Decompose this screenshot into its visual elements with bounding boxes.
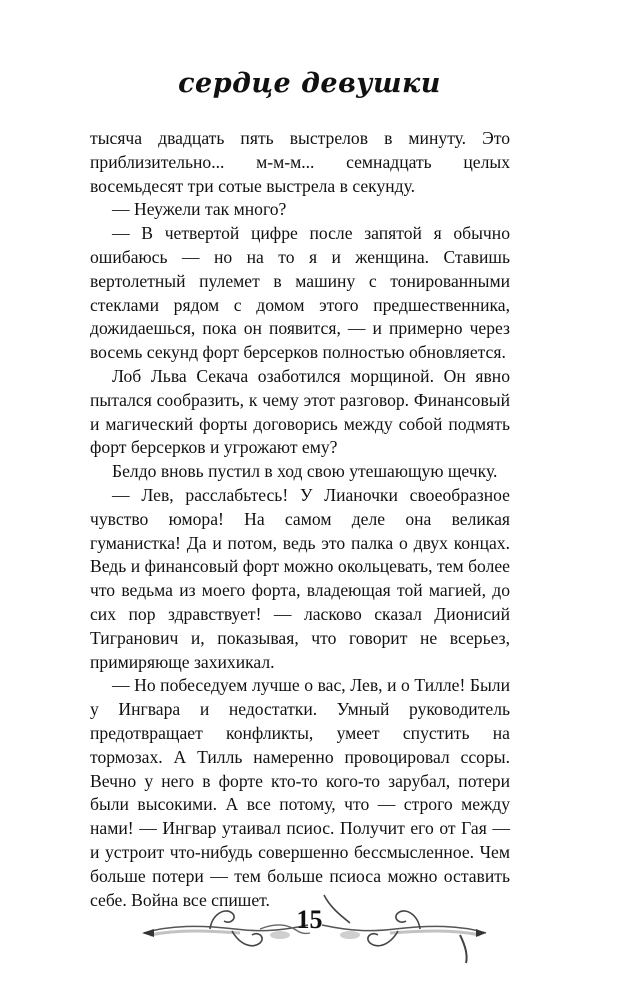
- paragraph: — В четвертой цифре после запятой я обычно ошибаюсь — но на то я и женщина. Ставишь вертолетный пулемет в машину с тонированными стеклами рядом с домом этого предшественника, дожидаешься, пока он появится, — и примерно через восемь секунд форт берсерков полностью обновляется.: [90, 223, 510, 363]
- right-flourish-ornament-icon: [310, 885, 490, 965]
- running-title: сердце девушки: [178, 68, 441, 99]
- page-number: 15: [296, 905, 323, 934]
- paragraph: Белдо вновь пустил в ход свою утешающую щечку.: [112, 461, 498, 482]
- paragraph: — Лев, расслабьтесь! У Лианочки своеобразное чувство юмора! На самом деле она великая гуманистка! Да и потом, ведь это палка о двух концах. Ведь и финансовый форт можно окольцевать, тем более что ведьма из моего форта, владеющая той магией, до сих пор здравствует! — ласково сказал Дионисий Тигранович и, показывая, что говорит не всерьез, примиряюще захихикал.: [90, 484, 510, 672]
- paragraph: Лоб Льва Секача озаботился морщиной. Он явно пытался сообразить, к чему этот разговор. Финансовый и магический форты договорись между собой подмять форт берсерков и угрожают ему?: [90, 365, 510, 458]
- paragraph: — Неужели так много?: [112, 199, 287, 220]
- page-footer: [0, 885, 619, 975]
- body-text: [90, 127, 510, 912]
- paragraph: тысяча двадцать пять выстрелов в минуту. Это приблизительно... м-м-м... семнадцать целых восемьдесят три сотые выстрела в секунду.: [90, 128, 510, 196]
- paragraph: — Но побеседуем лучше о вас, Лев, и о Тилле! Были у Ингвара и недостатки. Умный руководитель предотвращает конфликты, умеет спустить на тормозах. А Тилль намеренно провоцировал ссоры. Вечно у него в форте кто-то кого-то зарубал, потери были высокими. А все потому, что — строго между нами! — Ингвар утаивал псиос. Получит его от Гая — и устроит что-нибудь совершенно бессмысленное. Чем больше потери — тем больше псиоса можно оставить себе. Война все спишет.: [90, 675, 510, 910]
